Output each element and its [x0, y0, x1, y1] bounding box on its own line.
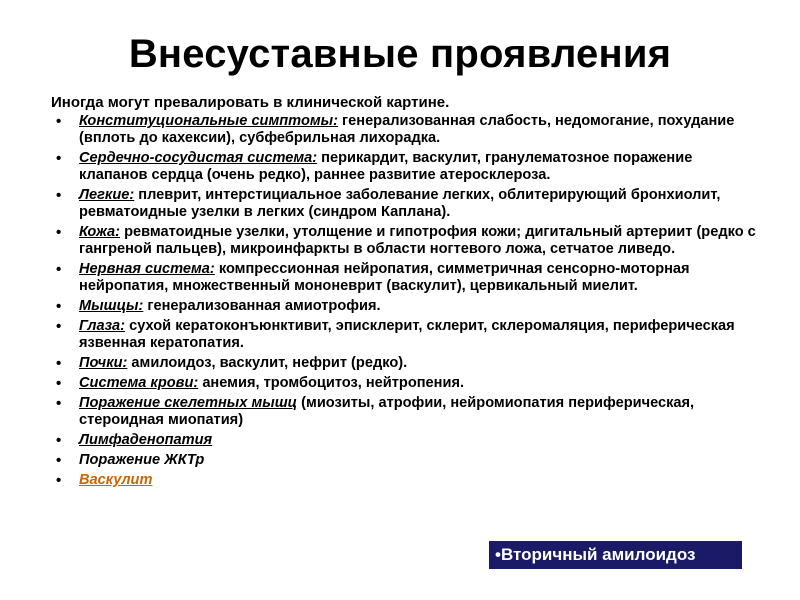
bullet: • — [56, 261, 62, 278]
list-item — [56, 261, 756, 295]
bullet: • — [56, 472, 62, 489]
bullet: • — [56, 375, 62, 392]
item-text: (миозиты, атрофии, нейромиопатия периферическая, стероидная миопатия) — [79, 395, 695, 428]
bullet: • — [56, 355, 62, 372]
list-item — [56, 395, 756, 429]
bullet: • — [56, 298, 62, 315]
bullet: • — [56, 452, 62, 469]
list-item — [56, 187, 756, 221]
item-text: плеврит, интерстициальное заболевание легких, облитерирующий бронхиолит, ревматоидные узелки в легких (синдром Каплана). — [79, 187, 721, 220]
item-label: Лимфаденопатия — [79, 432, 213, 448]
item-text: сухой кератоконъюнктивит, эписклерит, склерит, склеромаляция, периферическая язвенная кератопатия. — [79, 318, 735, 351]
bullet: • — [56, 395, 62, 412]
list-item — [56, 355, 756, 372]
item-label: Сердечно-сосудистая система: — [79, 150, 318, 166]
bullet: • — [56, 187, 62, 204]
list-item — [56, 375, 756, 392]
list-item — [56, 432, 756, 449]
list-item — [56, 472, 756, 489]
bullet: • — [56, 224, 62, 241]
item-label: Глаза: — [79, 318, 126, 334]
list-item — [56, 452, 756, 469]
list-item — [56, 150, 756, 184]
manifestations-list — [56, 113, 756, 492]
list-item — [56, 113, 756, 147]
item-text: генерализованная слабость, недомогание, похудание (вплоть до кахексии), субфебрильная лихорадка. — [79, 113, 735, 146]
item-text: компрессионная нейропатия, симметричная сенсорно-моторная нейропатия, множественный мононеврит (васкулит), цервикальный миелит. — [79, 261, 690, 294]
list-item — [56, 298, 756, 315]
item-label: Система крови: — [79, 375, 199, 391]
item-label: Поражение скелетных мышц — [79, 395, 298, 411]
bullet: • — [56, 432, 62, 449]
item-label: Мышцы: — [79, 298, 144, 314]
bullet: • — [56, 150, 62, 167]
item-label: Кожа: — [79, 224, 121, 240]
list-item — [56, 318, 756, 352]
list-item — [56, 224, 756, 258]
secondary-amyloidosis-badge: •Вторичный амилоидоз — [489, 541, 742, 569]
item-label: Легкие: — [79, 187, 135, 203]
item-text: ревматоидные узелки, утолщение и гипотрофия кожи; дигитальный артериит (редко с гангреной пальцев), микроинфаркты в области ногтевого ложа, сетчатое ливедо. — [79, 224, 756, 257]
item-text: перикардит, васкулит, гранулематозное поражение клапанов сердца (очень редко), раннее развитие атеросклероза. — [79, 150, 693, 183]
item-text: Поражение ЖКТр — [79, 452, 205, 468]
item-label: Конституциональные симптомы: — [79, 113, 338, 129]
item-label: Нервная система: — [79, 261, 215, 277]
intro-text: Иногда могут превалировать в клинической картине. — [51, 94, 450, 111]
item-label: Васкулит — [79, 472, 153, 488]
item-text: амилоидоз, васкулит, нефрит (редко). — [127, 355, 408, 371]
item-label: Почки: — [79, 355, 128, 371]
bullet: • — [56, 318, 62, 335]
slide-title: Внесуставные проявления — [128, 32, 672, 76]
bullet: • — [56, 113, 62, 130]
item-text: генерализованная амиотрофия. — [143, 298, 381, 314]
item-text: анемия, тромбоцитоз, нейтропения. — [198, 375, 465, 391]
